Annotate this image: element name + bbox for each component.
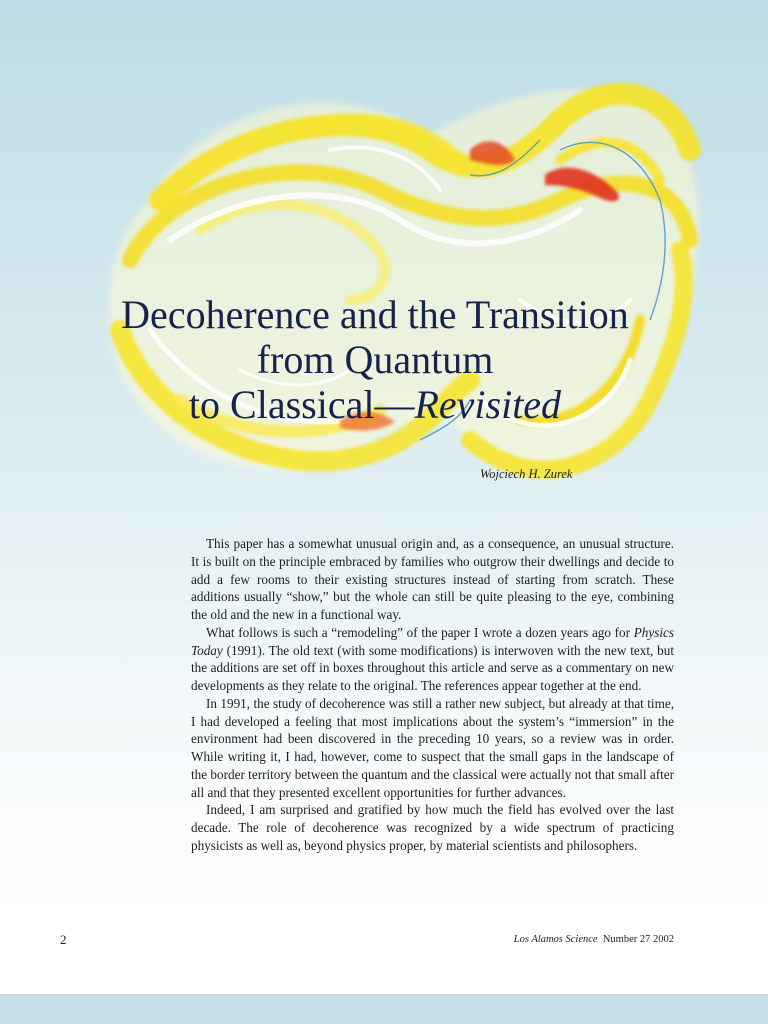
- title-line-3-roman: to Classical—: [188, 382, 415, 427]
- author-byline: Wojciech H. Zurek: [480, 467, 573, 481]
- paragraph-3: In 1991, the study of decoherence was still a rather new subject, but already at that time, I had developed a feeling that most implications about the system’s “immersion” in the environment had been discovered in the preceding 10 years, so a review was in order. While writing it, I had, however, come to suspect that the small gaps in the landscape of the border territory between the quantum and the classical were actually not that small after all and that they presented excellent opportunities for further advances.: [191, 695, 674, 800]
- paragraph-1: This paper has a somewhat unusual origin and, as a consequence, an unusual structure. It is built on the principle embraced by families who outgrow their dwellings and decide to add a few rooms to their existing structures instead of starting from scratch. These additions usually “show,” but the whole can still be quite pleasing to the eye, combining the old and the new in a functional way.: [191, 536, 674, 622]
- title-line-3-italic: Revisited: [414, 382, 562, 427]
- footer-issue: Number 27 2002: [602, 934, 674, 945]
- paragraph-2-text-b: (1991). The old text (with some modifications) is interwoven with the new text, but the additions are set off in boxes throughout this article and serve as a commentary on new developments as they relate to the original. The references appear together at the end.: [191, 642, 674, 693]
- page-number: 2: [60, 932, 67, 947]
- running-footer: [440, 934, 674, 945]
- footer-journal: Los Alamos Science: [513, 934, 598, 945]
- title-line-2: from Quantum: [256, 337, 494, 382]
- article-title: [40, 292, 710, 427]
- bottom-strip: [0, 994, 768, 1024]
- paragraph-2-text-a: What follows is such a “remodeling” of the paper I wrote a dozen years ago for: [206, 624, 634, 640]
- title-line-1: Decoherence and the Transition: [121, 292, 629, 337]
- paragraph-2-journal-title: Physics Today: [191, 624, 674, 658]
- title-line-3: [40, 382, 710, 427]
- paragraph-2: [191, 624, 674, 695]
- article-body: [191, 535, 674, 855]
- paragraph-4: Indeed, I am surprised and gratified by how much the field has evolved over the last decade. The role of decoherence was recognized by a wide spectrum of practicing physicists as well as, beyond physics proper, by material scientists and philosophers.: [191, 802, 674, 853]
